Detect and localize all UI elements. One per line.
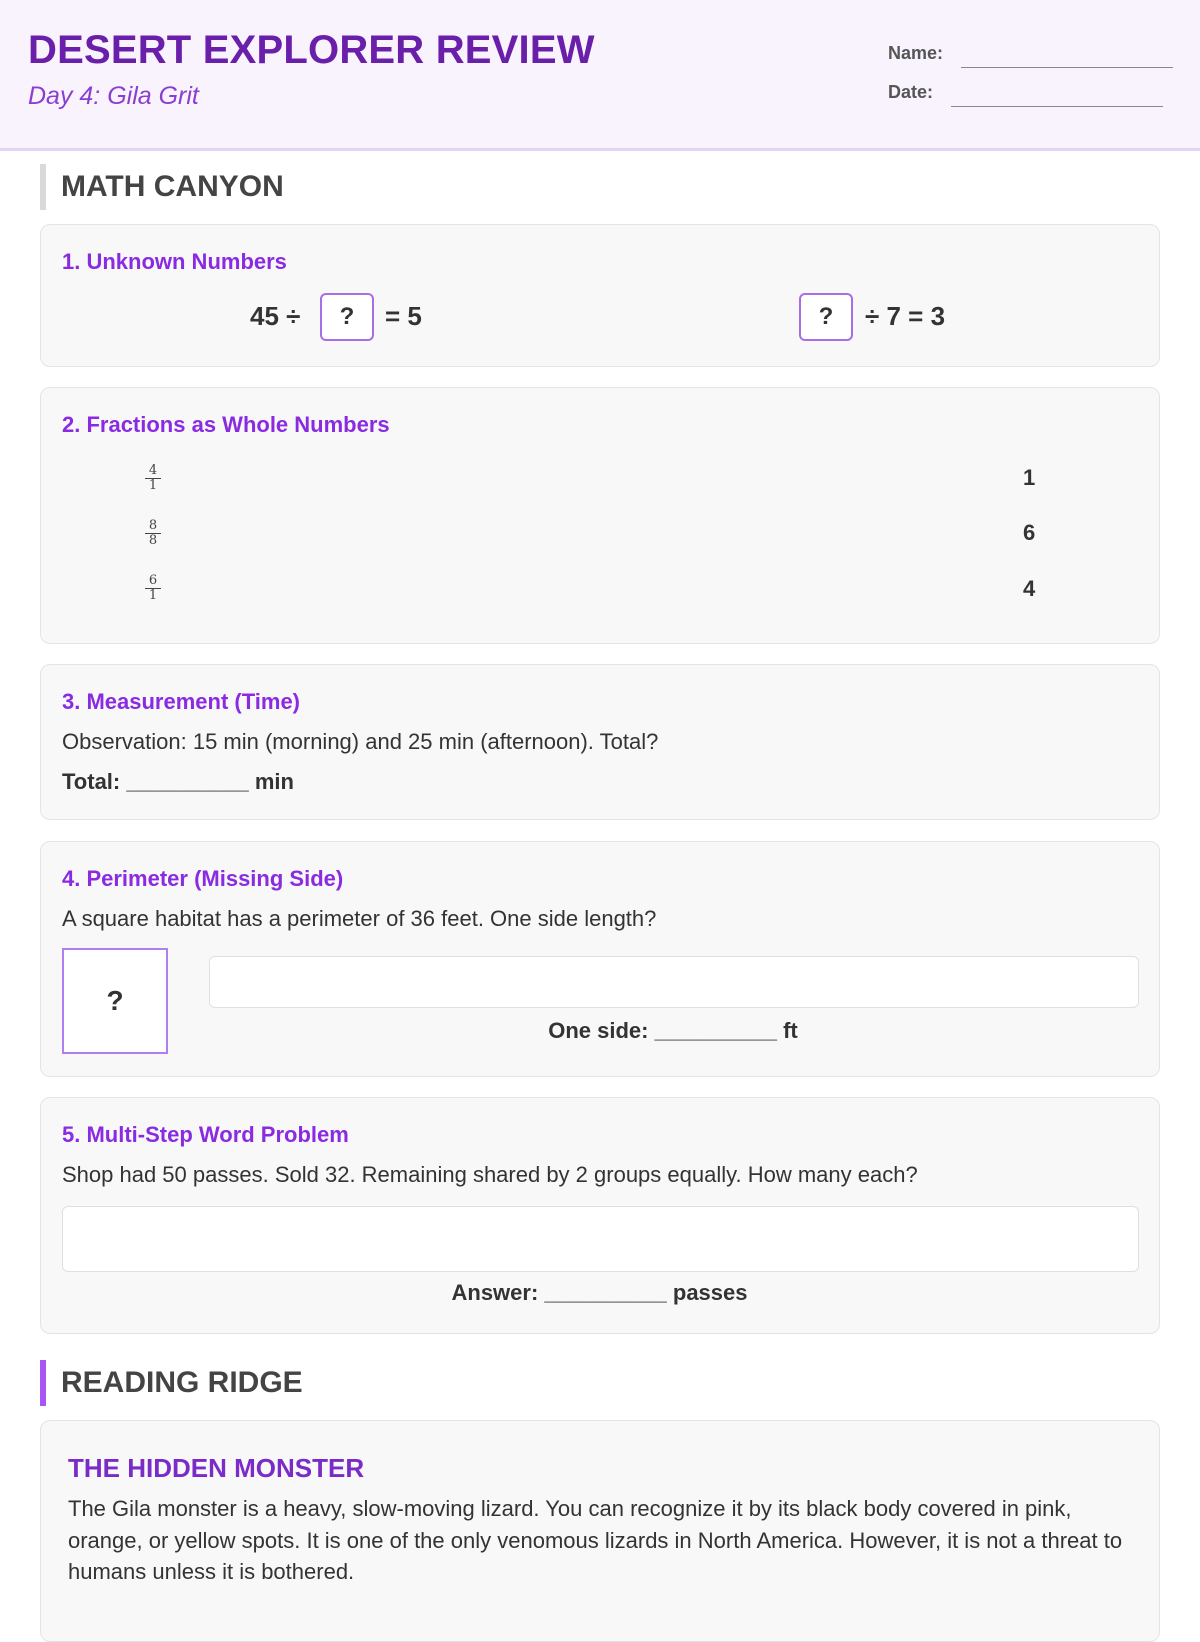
equation-1-right: = 5 <box>385 301 422 331</box>
work-area[interactable] <box>209 956 1139 1008</box>
question-card-time <box>40 664 1160 820</box>
work-area[interactable] <box>62 1206 1139 1272</box>
fraction: $\frac{6}{1}$ <box>145 574 161 603</box>
question-title: 4. Perimeter (Missing Side) <box>62 866 344 891</box>
story-text: The Gila monster is a heavy, slow-moving lizard. You can recognize it by its black body covered in pink, orange, or yellow spots. It is one of the only venomous lizards in North America. However, it is not a threat to humans unless it is bothered. <box>68 1496 1123 1584</box>
question-text: Observation: 15 min (morning) and 25 min (afternoon). Total? <box>62 729 659 754</box>
question-text: Shop had 50 passes. Sold 32. Remaining shared by 2 groups equally. How many each? <box>62 1162 918 1187</box>
math-section-title: MATH CANYON <box>40 164 284 210</box>
whole-number: 6 <box>1023 520 1036 545</box>
question-card-unknown-numbers <box>40 224 1160 367</box>
date-label: Date: <box>888 82 934 102</box>
answer-line[interactable]: Total: __________ min <box>62 769 294 794</box>
unknown-box-1[interactable]: ? <box>320 293 374 341</box>
worksheet-subtitle: Day 4: Gila Grit <box>28 82 199 110</box>
name-field[interactable] <box>961 67 1173 68</box>
worksheet-header <box>0 0 1200 151</box>
question-card-perimeter <box>40 841 1160 1077</box>
question-title: 3. Measurement (Time) <box>62 689 301 714</box>
story-title: THE HIDDEN MONSTER <box>68 1453 365 1483</box>
answer-line[interactable]: Answer: __________ passes <box>451 1280 748 1305</box>
question-title: 5. Multi-Step Word Problem <box>62 1122 349 1147</box>
question-card-fractions <box>40 387 1160 644</box>
question-text: A square habitat has a perimeter of 36 feet. One side length? <box>62 906 657 931</box>
question-title: 1. Unknown Numbers <box>62 249 287 274</box>
worksheet-title: DESERT EXPLORER REVIEW <box>28 28 595 72</box>
fraction: $\frac{8}{8}$ <box>145 519 161 548</box>
whole-number: 4 <box>1023 576 1036 601</box>
square-diagram: ? <box>62 948 168 1054</box>
equation-2-right: ÷ 7 = 3 <box>865 301 946 331</box>
reading-section-title: READING RIDGE <box>40 1360 303 1406</box>
name-label: Name: <box>888 43 944 63</box>
question-card-word-problem <box>40 1097 1160 1334</box>
question-title: 2. Fractions as Whole Numbers <box>62 412 390 437</box>
equation-1-left: 45 ÷ <box>250 301 301 331</box>
unknown-box-2[interactable]: ? <box>799 293 853 341</box>
fraction: $\frac{4}{1}$ <box>145 464 161 493</box>
date-field[interactable] <box>951 106 1163 107</box>
whole-number: 1 <box>1023 465 1036 490</box>
reading-passage-card <box>40 1420 1160 1642</box>
answer-line[interactable]: One side: __________ ft <box>548 1018 798 1043</box>
